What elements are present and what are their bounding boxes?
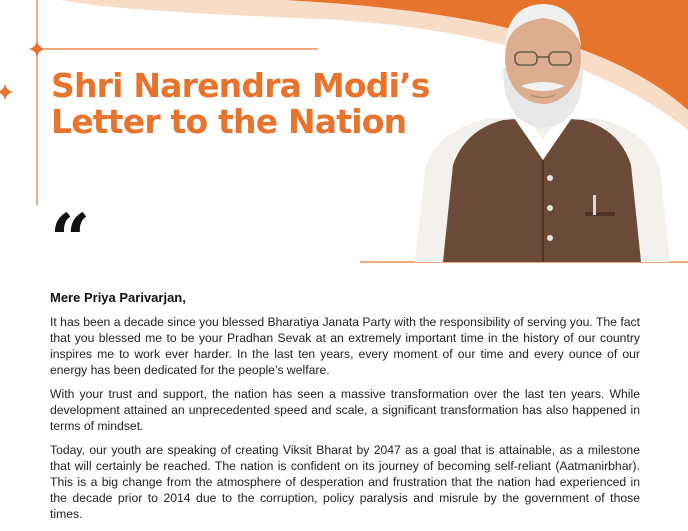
letter-body <box>50 290 640 530</box>
paragraph-1: It has been a decade since you blessed Bharatiya Janata Party with the responsibility of serving you. The fact that you blessed me to be your Pradhan Sevak at an extremely important time in the history of our country inspires me to work ever harder. In the last ten years, every moment of our time and every ounce of our energy has been dedicated for the people’s welfare. <box>50 315 640 377</box>
page-title <box>51 68 430 140</box>
sparkle-icon <box>0 84 13 100</box>
salutation: Mere Priya Parivarjan, <box>50 290 186 305</box>
title-line-2: Letter to the Nation <box>51 102 407 141</box>
sparkle-icon <box>29 41 45 57</box>
paragraph-2: With your trust and support, the nation has seen a massive transformation over the last ten years. While development attained an unprecedented speed and scale, a significant transformation has also happened in terms of mindset. <box>50 387 640 433</box>
portrait-photo <box>395 0 688 262</box>
paragraph-3: Today, our youth are speaking of creating Viksit Bharat by 2047 as a goal that is attainable, as a milestone that will certainly be reached. The nation is confident on its journey of becoming self-reliant (Aatmanirbhar). This is a big change from the atmosphere of desperation and frustration that the nation had experienced in the decade prior to 2014 due to the corruption, policy paralysis and misrule by the government of those times. <box>50 443 640 521</box>
title-line-1: Shri Narendra Modi’s <box>51 66 430 105</box>
quote-mark-icon: “ <box>50 198 91 281</box>
